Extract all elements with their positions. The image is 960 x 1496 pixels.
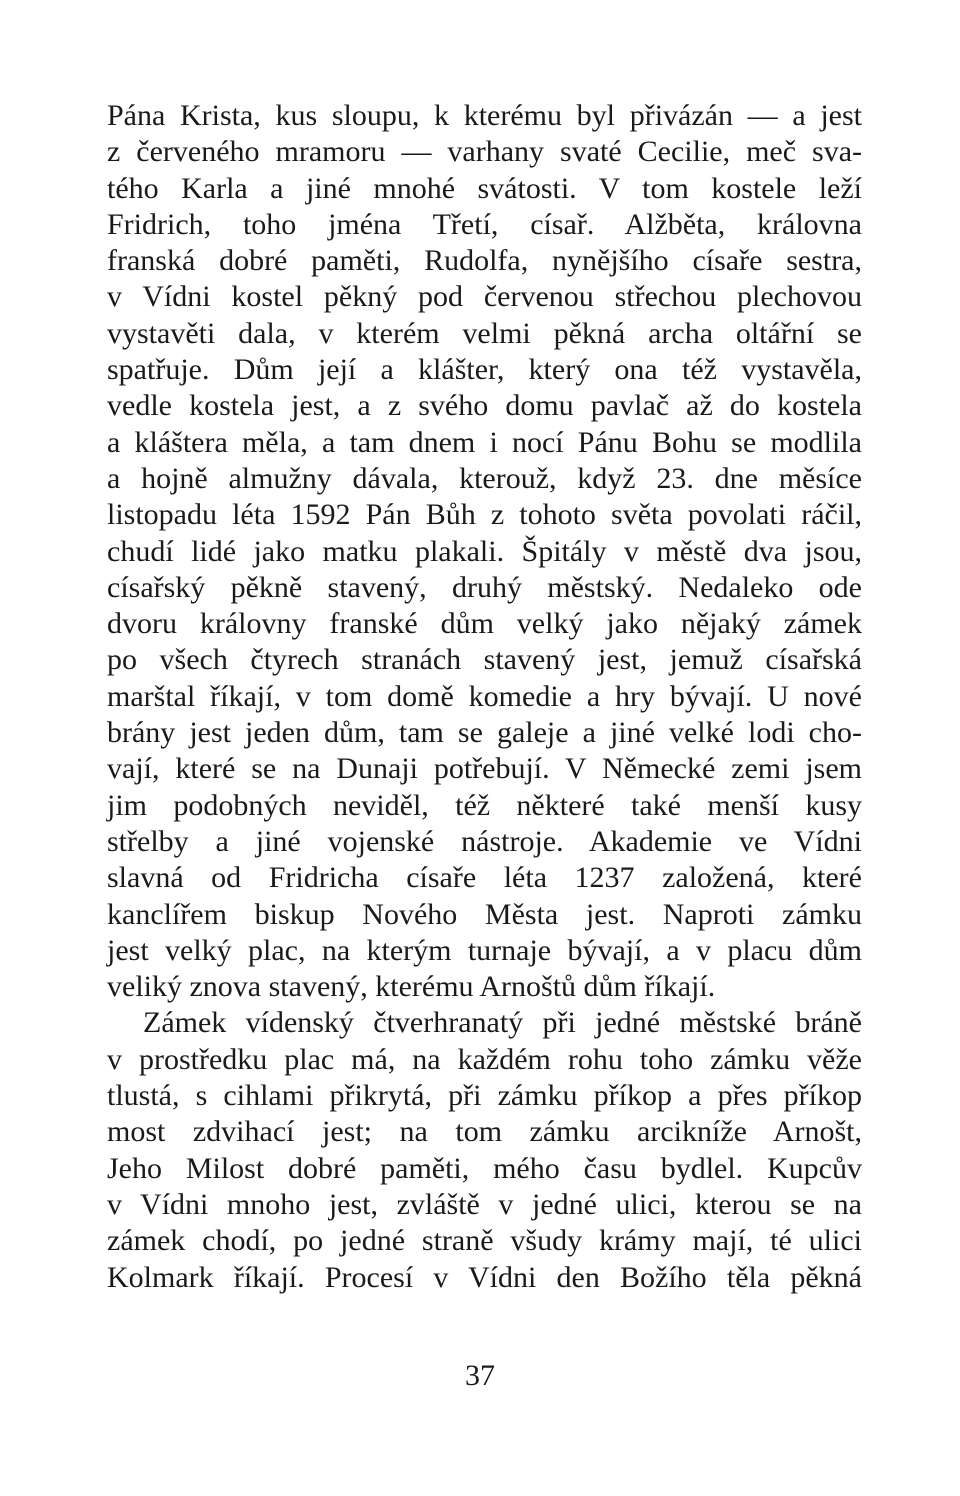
text-line: a kláštera měla, a tam dnem i nocí Pánu Bohu se modlila	[107, 425, 862, 459]
text-line: Jeho Milost dobré paměti, mého času bydlel. Kupcův	[107, 1151, 862, 1185]
text-line: Kolmark říkají. Procesí v Vídni den Božího těla pěkná	[107, 1260, 862, 1294]
text-line: veliký znova stavený, kterému Arnoštů dům říkají.	[107, 970, 716, 1004]
page-number: 37	[465, 1359, 495, 1392]
text-line: jest velký plac, na kterým turnaje bývají, a v placu dům	[107, 933, 862, 967]
paragraph-2	[107, 1005, 862, 1295]
text-line: Zámek vídenský čtverhranatý při jedné městské bráně	[143, 1006, 862, 1040]
text-line: z červeného mramoru — varhany svaté Cecilie, meč sva-	[107, 135, 862, 169]
text-line: Pána Krista, kus sloupu, k kterému byl přivázán — a jest	[107, 99, 862, 132]
text-line: jim podobných neviděl, též některé také menší kusy	[107, 788, 862, 822]
text-line: most zdvihací jest; na tom zámku arcikníže Arnošt,	[107, 1115, 862, 1149]
text-line: tlustá, s cihlami přikrytá, při zámku příkop a přes příkop	[107, 1079, 862, 1113]
text-line: vystavěti dala, v kterém velmi pěkná archa oltářní se	[107, 316, 862, 350]
text-line: marštal říkají, v tom domě komedie a hry bývají. U nové	[107, 679, 862, 713]
text-line: v Vídni kostel pěkný pod červenou střechou plechovou	[107, 280, 862, 314]
text-line: vedle kostela jest, a z svého domu pavlač až do kostela	[107, 389, 862, 423]
text-line: chudí lidé jako matku plakali. Špitály v městě dva jsou,	[107, 534, 862, 568]
text-line: střelby a jiné vojenské nástroje. Akademie ve Vídni	[107, 824, 862, 858]
text-line: slavná od Fridricha císaře léta 1237 založená, které	[107, 861, 862, 895]
paragraph-1	[107, 98, 862, 1005]
text-line: franská dobré paměti, Rudolfa, nynějšího císaře sestra,	[107, 244, 862, 278]
text-line: císařský pěkně stavený, druhý městský. Nedaleko ode	[107, 570, 862, 604]
text-line: brány jest jeden dům, tam se galeje a jiné velké lodi cho-	[107, 716, 862, 750]
text-line: tého Karla a jiné mnohé svátosti. V tom kostele leží	[107, 171, 862, 205]
text-line: Fridrich, toho jména Třetí, císař. Alžběta, královna	[107, 207, 862, 241]
text-line: po všech čtyrech stranách stavený jest, jemuž císařská	[107, 643, 862, 677]
text-line: vají, které se na Dunaji potřebují. V Německé zemi jsem	[107, 752, 862, 786]
text-line: v Vídni mnoho jest, zvláště v jedné ulici, kterou se na	[107, 1187, 862, 1221]
body-text	[107, 98, 862, 1296]
text-line: a hojně almužny dávala, kterouž, když 23. dne měsíce	[107, 461, 862, 495]
text-line: dvoru královny franské dům velký jako nějaký zámek	[107, 607, 862, 641]
text-line: kanclířem biskup Nového Města jest. Naproti zámku	[107, 897, 862, 931]
text-line: zámek chodí, po jedné straně všudy krámy mají, té ulici	[107, 1224, 862, 1258]
text-line: spatřuje. Dům její a klášter, který ona též vystavěla,	[107, 353, 862, 387]
text-line: listopadu léta 1592 Pán Bůh z tohoto světa povolati ráčil,	[107, 498, 862, 532]
text-line: v prostředku plac má, na každém rohu toho zámku věže	[107, 1042, 862, 1076]
